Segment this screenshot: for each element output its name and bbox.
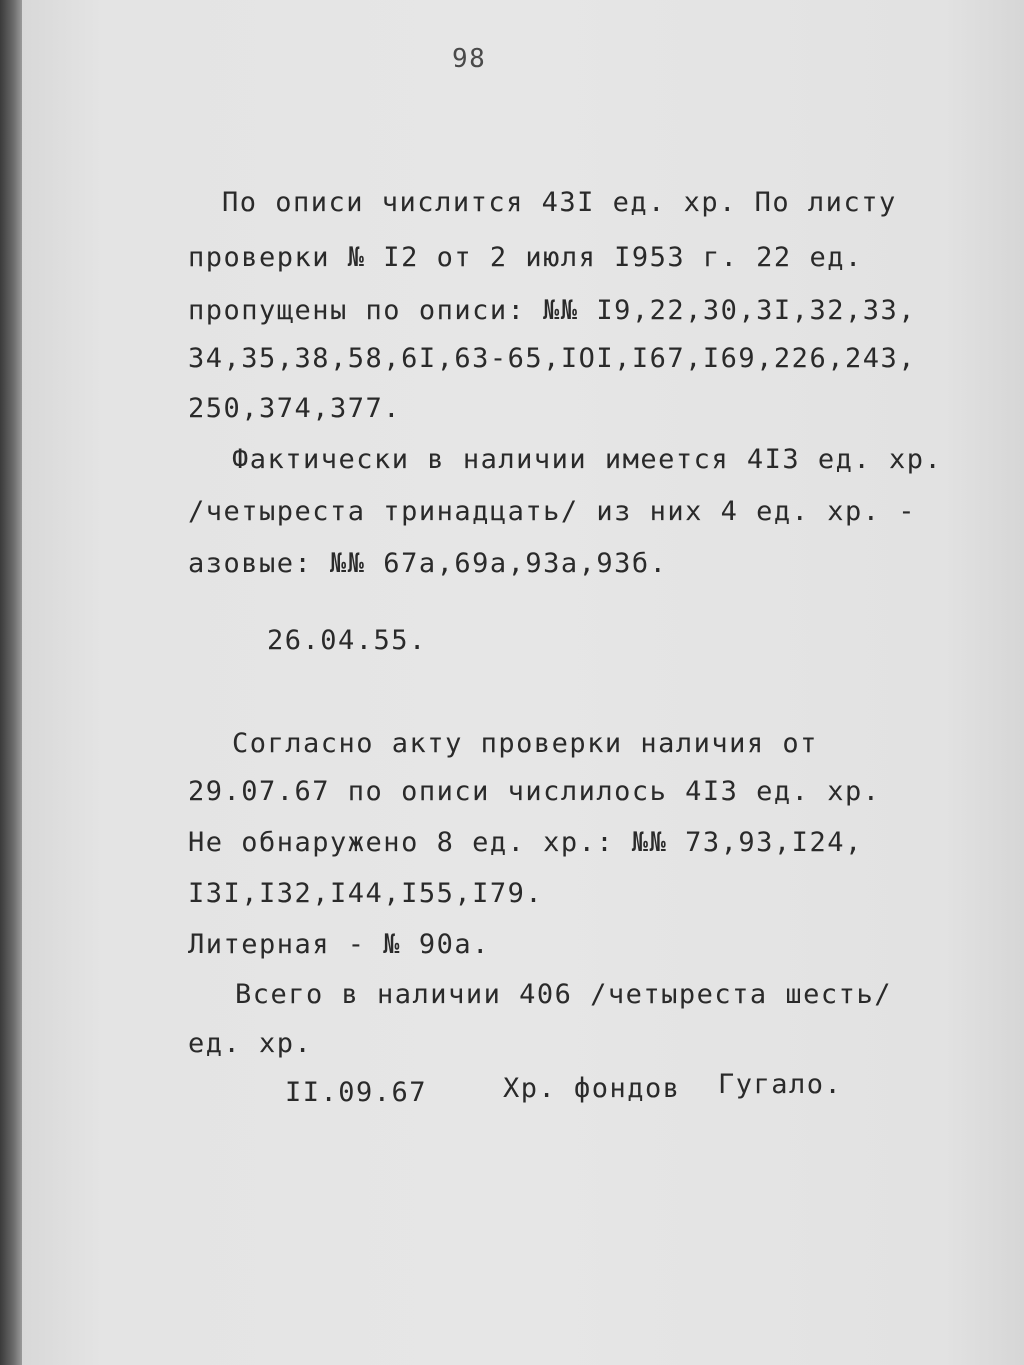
- paragraph-3-line-5: Литерная - № 90а.: [188, 929, 490, 960]
- paragraph-2-line-2: /четыреста тринадцать/ из них 4 ед. хр. -: [188, 496, 916, 527]
- paragraph-1-line-2: проверки № I2 от 2 июля I953 г. 22 ед.: [188, 242, 863, 273]
- paragraph-1-line-3: пропущены по описи: №№ I9,22,30,3I,32,33,: [188, 295, 916, 326]
- paragraph-1-line-5: 250,374,377.: [188, 393, 402, 424]
- paragraph-1-line-1: По описи числится 43I ед. хр. По листу: [222, 187, 897, 218]
- paragraph-2-line-1: Фактически в наличии имеется 4I3 ед. хр.: [232, 444, 943, 475]
- paragraph-4-line-2: ед. хр.: [188, 1028, 313, 1059]
- paragraph-3-line-2: 29.07.67 по описи числилось 4I3 ед. хр.: [188, 776, 881, 807]
- paragraph-4-line-1: Всего в наличии 406 /четыреста шесть/: [235, 979, 892, 1010]
- paragraph-2-line-3: азовые: №№ 67а,69а,93а,93б.: [188, 548, 668, 579]
- paragraph-3-line-4: I3I,I32,I44,I55,I79.: [188, 878, 544, 909]
- paragraph-1-line-4: 34,35,38,58,6I,63-65,IOI,I67,I69,226,243,: [188, 343, 916, 374]
- paragraph-3-line-3: Не обнаружено 8 ед. хр.: №№ 73,93,I24,: [188, 827, 863, 858]
- binding-edge: [0, 0, 22, 1365]
- date-stamp-1: 26.04.55.: [267, 625, 427, 656]
- signature-position: Хр. фондов: [503, 1073, 681, 1104]
- signature-name: Гугало.: [718, 1069, 843, 1100]
- page-number: 98: [452, 44, 487, 74]
- paragraph-3-line-1: Согласно акту проверки наличия от: [232, 728, 818, 759]
- signature-date: II.09.67: [285, 1077, 428, 1108]
